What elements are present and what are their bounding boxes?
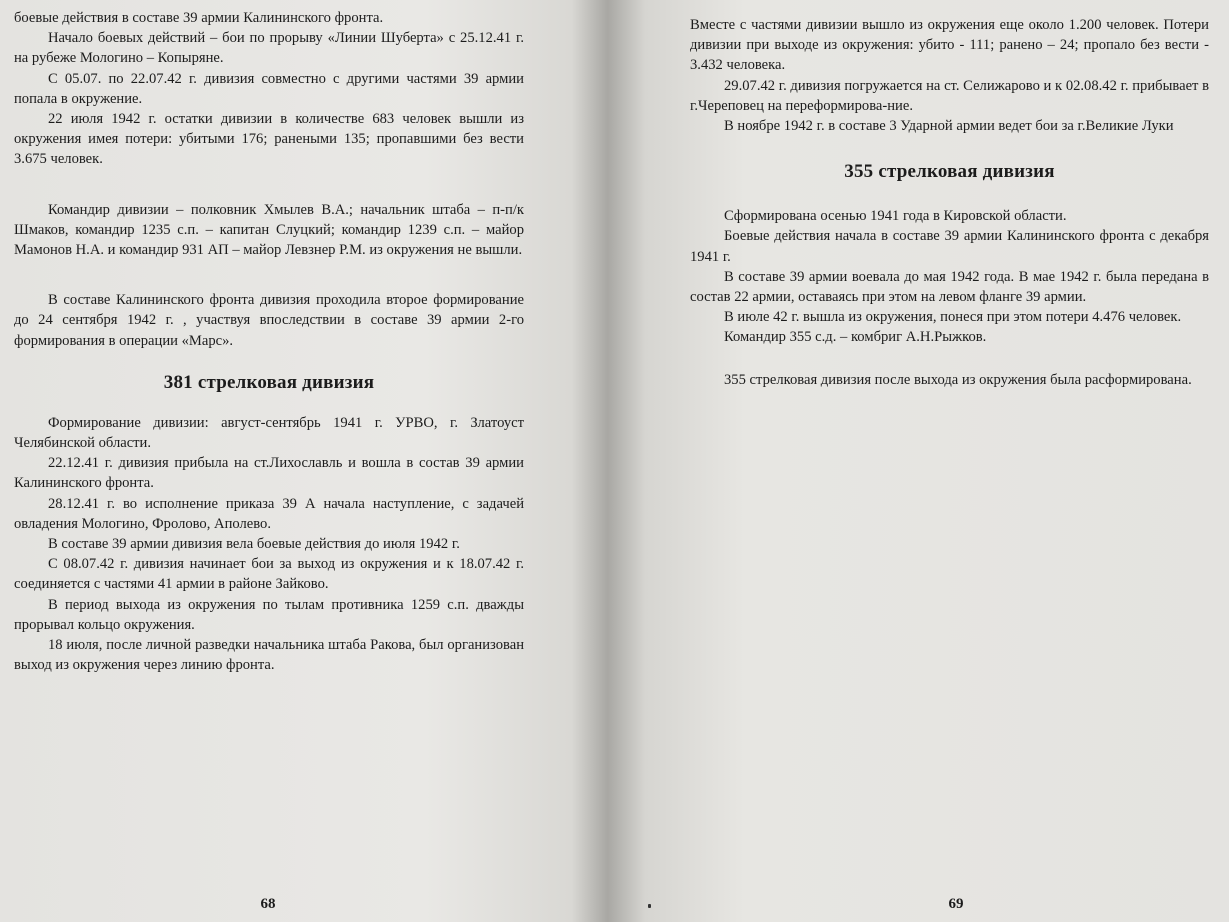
paragraph: Командир 355 с.д. – комбриг А.Н.Рыжков. — [724, 329, 987, 346]
paragraph: В ноябре 1942 г. в составе 3 Ударной армии ведет бои за г.Великие Луки — [724, 118, 1174, 135]
paragraph: 22 июля 1942 г. остатки дивизии в количестве 683 человек вышли из окружения имея потери: убитыми 176; ранеными 135; пропавшими без вести 3.675 человек. — [14, 111, 524, 168]
print-speck — [648, 904, 651, 908]
paragraph: В период выхода из окружения по тылам противника 1259 с.п. дважды прорывал кольцо окружения. — [14, 596, 524, 633]
paragraph: С 08.07.42 г. дивизия начинает бои за выход из окружения и к 18.07.42 г. соединяется с частями 41 армии в районе Зайково. — [14, 556, 524, 593]
paragraph: Боевые действия начала в составе 39 армии Калининского фронта с декабря 1941 г. — [690, 228, 1209, 265]
paragraph-disbanded: 355 стрелковая дивизия после выхода из окружения была расформирована. — [724, 371, 1192, 388]
paragraph: Сформирована осенью 1941 года в Кировской области. — [724, 208, 1067, 225]
paragraph: Вместе с частями дивизии вышло из окружения еще около 1.200 человек. Потери дивизии при выходе из окружения: убито - 111; ранено – 24; пропало без вести - 3.432 человека. — [690, 17, 1209, 74]
page-number: 69 — [948, 895, 964, 912]
paragraph: 29.07.42 г. дивизия погружается на ст. Селижарово и к 02.08.42 г. прибывает в г.Череповец на переформирова-ние. — [690, 77, 1209, 114]
paragraph: В составе 39 армии дивизия вела боевые действия до июля 1942 г. — [48, 536, 460, 553]
paragraph: 18 июля, после личной разведки начальника штаба Ракова, был организован выход из окружения через линию фронта. — [14, 637, 524, 674]
paragraph-commanders: Командир дивизии – полковник Хмылев В.А.; начальник штаба – п-п/к Шмаков, командир 1235 с.п. – капитан Слуцкий; командир 1239 с.п. – майор Мамонов Н.А. и командир 931 АП – майор Левзнер Р.М. из окружения не вышли. — [14, 201, 524, 259]
paragraph: В составе 39 армии воевала до мая 1942 года. В мае 1942 г. была передана в состав 22 армии, оставаясь при этом на левом фланге 39 армии. — [690, 268, 1209, 306]
paragraph: В июле 42 г. вышла из окружения, понеся при этом потери 4.476 человек. — [724, 309, 1182, 326]
paragraph: Начало боевых действий – бои по прорыву «Линии Шуберта» с 25.12.41 г. на рубеже Мологино – Копыряне. — [14, 30, 524, 67]
section-heading-381: 381 стрелковая дивизия — [163, 371, 375, 393]
paragraph: С 05.07. по 22.07.42 г. дивизия совместно с другими частями 39 армии попала в окружение. — [14, 70, 524, 107]
right-page — [608, 0, 1229, 922]
paragraph-front: В составе Калининского фронта дивизия проходила второе формирование до 24 сентября 1942 г. , участвуя впоследствии в составе 39 армии 2-го формирования в операции «Марс». — [14, 292, 524, 349]
paragraph: 28.12.41 г. во исполнение приказа 39 А начала наступление, с задачей овладения Мологино, Фролово, Аполево. — [14, 495, 524, 532]
page-number: 68 — [260, 895, 276, 912]
section-heading-355: 355 стрелковая дивизия — [844, 161, 1055, 183]
paragraph: Формирование дивизии: август-сентябрь 1941 г. УРВО, г. Златоуст Челябинской области. — [14, 414, 524, 452]
paragraph: боевые действия в составе 39 армии Калининского фронта. — [14, 10, 384, 26]
left-page — [0, 0, 608, 922]
paragraph: 22.12.41 г. дивизия прибыла на ст.Лихославль и вошла в состав 39 армии Калининского фронта. — [14, 455, 524, 492]
